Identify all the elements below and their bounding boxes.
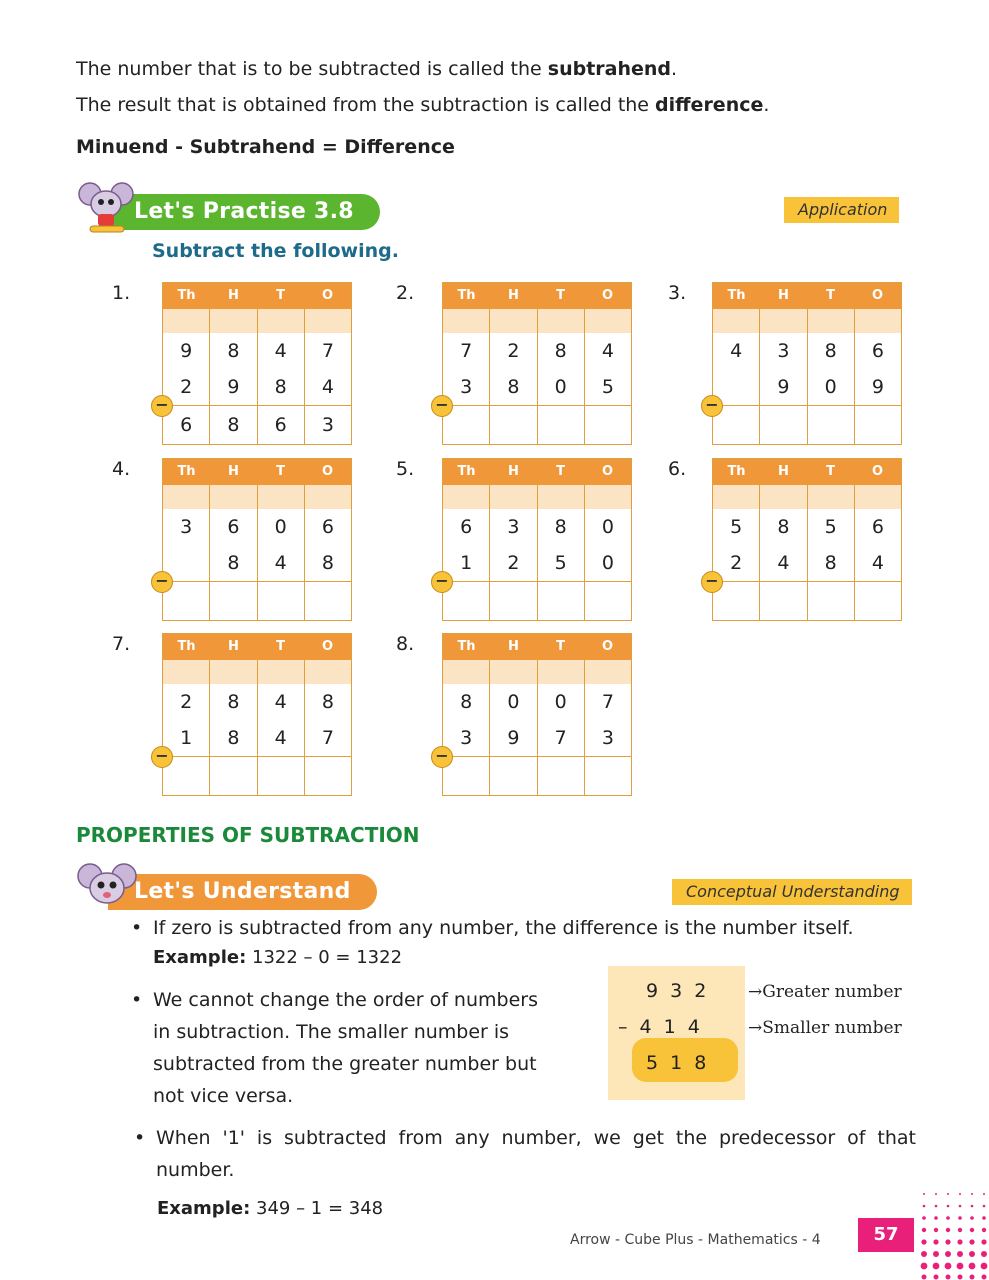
header-cell: Th bbox=[727, 464, 746, 479]
minuend-row bbox=[443, 684, 631, 720]
header-cell: O bbox=[321, 464, 334, 479]
carry-cell[interactable] bbox=[808, 309, 855, 333]
place-value-grid bbox=[155, 458, 352, 621]
carry-cell[interactable] bbox=[163, 309, 210, 333]
understand-banner: Let's Understand bbox=[108, 874, 377, 910]
grid-header bbox=[443, 459, 631, 485]
digit-cell: 0 bbox=[258, 509, 305, 545]
header-cell: T bbox=[826, 464, 835, 479]
practise-banner: Let's Practise 3.8 bbox=[108, 194, 380, 230]
header-cell: O bbox=[601, 288, 614, 303]
digit-cell: 0 bbox=[490, 684, 537, 720]
digit-cell: 0 bbox=[601, 516, 614, 538]
carry-cell[interactable] bbox=[538, 485, 585, 509]
header-cell: O bbox=[871, 464, 884, 479]
digit-cell: 0 bbox=[601, 552, 614, 574]
answer-row bbox=[163, 581, 351, 620]
digit-cell: 3 bbox=[163, 509, 210, 545]
digit-cell: 8 bbox=[210, 720, 257, 756]
carry-cell[interactable] bbox=[490, 309, 537, 333]
carry-band bbox=[163, 485, 351, 509]
digit-cell: 3 bbox=[443, 720, 490, 756]
answer-cell[interactable] bbox=[855, 406, 901, 444]
place-value-grid bbox=[705, 282, 902, 445]
digit-cell: 8 bbox=[321, 552, 334, 574]
smaller-label: →Smaller number bbox=[748, 1018, 902, 1038]
digit-cell: 0 bbox=[538, 684, 585, 720]
answer-cell[interactable] bbox=[808, 582, 855, 620]
digit-cell: 4 bbox=[258, 545, 305, 581]
minuend-row bbox=[713, 333, 901, 369]
carry-cell[interactable] bbox=[760, 309, 807, 333]
digit-cell: 3 bbox=[443, 369, 490, 405]
digit-cell: 4 bbox=[713, 333, 760, 369]
minus-sign-icon: − bbox=[431, 395, 453, 417]
minuend-row bbox=[713, 509, 901, 545]
digit-cell: 7 bbox=[321, 727, 334, 749]
carry-band bbox=[443, 485, 631, 509]
answer-cell[interactable] bbox=[585, 582, 631, 620]
minus-sign-icon: − bbox=[701, 571, 723, 593]
problem-number: 8. bbox=[396, 633, 415, 655]
carry-cell[interactable] bbox=[490, 660, 537, 684]
carry-cell[interactable] bbox=[443, 660, 490, 684]
bullet-order-line-4: not vice versa. bbox=[153, 1085, 294, 1107]
answer-row bbox=[443, 756, 631, 795]
digit-cell: 9 bbox=[163, 333, 210, 369]
carry-cell[interactable] bbox=[760, 485, 807, 509]
digit-cell: 4 bbox=[871, 552, 884, 574]
answer-cell[interactable] bbox=[855, 582, 901, 620]
answer-cell[interactable] bbox=[585, 757, 631, 795]
carry-cell[interactable] bbox=[855, 485, 901, 509]
minus-sign-icon: − bbox=[431, 571, 453, 593]
digit-cell: 8 bbox=[808, 333, 855, 369]
digit-cell: 4 bbox=[321, 376, 334, 398]
bullet-order: • We cannot change the order of numbers in subtraction. The smaller number is subtracted from the greater number but not vice versa. bbox=[153, 984, 593, 1112]
grid-header bbox=[713, 459, 901, 485]
digit-cell: 6 bbox=[321, 516, 334, 538]
digit-cell: 8 bbox=[490, 369, 537, 405]
answer-cell[interactable] bbox=[210, 582, 257, 620]
digit-cell: 8 bbox=[258, 369, 305, 405]
header-cell: Th bbox=[457, 464, 476, 479]
header-cell: O bbox=[321, 639, 334, 654]
header-cell: H bbox=[508, 288, 519, 303]
header-cell: Th bbox=[457, 288, 476, 303]
digit-cell: 3 bbox=[601, 727, 614, 749]
greater-label: →Greater number bbox=[748, 982, 902, 1002]
carry-cell[interactable] bbox=[210, 485, 257, 509]
answer-cell[interactable] bbox=[808, 406, 855, 444]
intro-line-1: The number that is to be subtracted is called the subtrahend. bbox=[76, 58, 678, 80]
answer-cell[interactable] bbox=[490, 582, 537, 620]
grid-header bbox=[443, 283, 631, 309]
digit-cell: 8 bbox=[538, 333, 585, 369]
subtrahend-row bbox=[163, 720, 351, 756]
digit-cell: 2 bbox=[163, 684, 210, 720]
digit-cell: 6 bbox=[871, 516, 884, 538]
subtrahend-row bbox=[713, 369, 901, 405]
answer-cell[interactable] bbox=[258, 757, 305, 795]
digit-cell: 4 bbox=[258, 720, 305, 756]
subtrahend-row bbox=[713, 545, 901, 581]
digit-cell: 8 bbox=[808, 545, 855, 581]
answer-cell[interactable] bbox=[538, 406, 585, 444]
header-cell: T bbox=[826, 288, 835, 303]
carry-band bbox=[443, 660, 631, 684]
answer-cell[interactable] bbox=[538, 582, 585, 620]
place-value-grid bbox=[705, 458, 902, 621]
digit-cell: 8 bbox=[538, 509, 585, 545]
answer-row bbox=[443, 581, 631, 620]
carry-cell[interactable] bbox=[258, 660, 305, 684]
digit-cell: 8 bbox=[760, 509, 807, 545]
place-value-grid bbox=[435, 633, 632, 796]
digit-cell: 7 bbox=[601, 691, 614, 713]
carry-cell[interactable] bbox=[855, 309, 901, 333]
subtrahend-row bbox=[163, 545, 351, 581]
digit-cell: 4 bbox=[258, 684, 305, 720]
header-cell: T bbox=[276, 639, 285, 654]
header-cell: Th bbox=[457, 639, 476, 654]
digit-cell: 3 bbox=[760, 333, 807, 369]
subtrahend-row bbox=[163, 369, 351, 405]
bullet-order-line-3: subtracted from the greater number but bbox=[153, 1053, 537, 1075]
mouse-face-icon bbox=[76, 858, 138, 914]
header-cell: O bbox=[871, 288, 884, 303]
minuend-row bbox=[163, 333, 351, 369]
answer-cell[interactable] bbox=[760, 582, 807, 620]
digit-cell: 6 bbox=[871, 340, 884, 362]
digit-cell: 6 bbox=[210, 509, 257, 545]
answer-row bbox=[163, 405, 351, 444]
grid-header bbox=[443, 634, 631, 660]
answer-row bbox=[713, 581, 901, 620]
answer-cell[interactable] bbox=[210, 757, 257, 795]
answer-cell[interactable]: 6 bbox=[258, 406, 305, 444]
problem-number: 2. bbox=[396, 282, 415, 304]
header-cell: O bbox=[601, 464, 614, 479]
answer-cell[interactable] bbox=[760, 406, 807, 444]
problem-number: 6. bbox=[668, 458, 687, 480]
carry-band bbox=[163, 309, 351, 333]
example-one: Example: 349 – 1 = 348 bbox=[157, 1198, 384, 1219]
carry-cell[interactable] bbox=[210, 660, 257, 684]
digit-cell: 4 bbox=[760, 545, 807, 581]
answer-cell[interactable] bbox=[305, 757, 351, 795]
problem-number: 1. bbox=[112, 282, 131, 304]
section-title: PROPERTIES OF SUBTRACTION bbox=[76, 823, 420, 847]
bullet-order-line-1: We cannot change the order of numbers bbox=[153, 989, 538, 1011]
problem-number: 3. bbox=[668, 282, 687, 304]
header-cell: H bbox=[778, 288, 789, 303]
carry-cell[interactable] bbox=[258, 309, 305, 333]
header-cell: O bbox=[601, 639, 614, 654]
minus-sign-icon: − bbox=[151, 746, 173, 768]
intro-line-2: The result that is obtained from the subtraction is called the difference. bbox=[76, 94, 770, 116]
carry-cell[interactable] bbox=[713, 309, 760, 333]
decorative-dots-icon bbox=[918, 1188, 989, 1280]
place-value-grid bbox=[435, 282, 632, 445]
problem-number: 5. bbox=[396, 458, 415, 480]
digit-cell: 4 bbox=[601, 340, 614, 362]
carry-cell[interactable] bbox=[490, 485, 537, 509]
carry-cell[interactable] bbox=[443, 309, 490, 333]
grid-header bbox=[163, 283, 351, 309]
digit-cell: 9 bbox=[210, 369, 257, 405]
digit-cell: 8 bbox=[210, 333, 257, 369]
formula: Minuend - Subtrahend = Difference bbox=[76, 136, 455, 158]
answer-cell[interactable] bbox=[258, 582, 305, 620]
digit-cell: 2 bbox=[490, 333, 537, 369]
digit-cell: 7 bbox=[321, 340, 334, 362]
header-cell: Th bbox=[727, 288, 746, 303]
bullet-one: • When '1' is subtracted from any number, we get the predecessor of that number. bbox=[156, 1122, 916, 1186]
subtraction-example-box bbox=[608, 966, 745, 1100]
header-cell: Th bbox=[177, 464, 196, 479]
answer-cell[interactable] bbox=[490, 757, 537, 795]
example-zero: Example: 1322 – 0 = 1322 bbox=[153, 947, 403, 968]
carry-cell[interactable] bbox=[443, 485, 490, 509]
carry-band bbox=[713, 485, 901, 509]
place-value-grid bbox=[155, 633, 352, 796]
answer-cell[interactable] bbox=[538, 757, 585, 795]
header-cell: H bbox=[228, 288, 239, 303]
digit-cell: 8 bbox=[321, 691, 334, 713]
greater-number: 9 3 2 bbox=[646, 980, 707, 1002]
header-cell: Th bbox=[177, 288, 196, 303]
carry-cell[interactable] bbox=[585, 309, 631, 333]
answer-cell[interactable] bbox=[305, 582, 351, 620]
carry-cell[interactable] bbox=[585, 485, 631, 509]
digit-cell: 0 bbox=[538, 369, 585, 405]
page-number: 57 bbox=[858, 1218, 914, 1252]
minuend-row bbox=[163, 509, 351, 545]
answer-cell[interactable] bbox=[490, 406, 537, 444]
minuend-row bbox=[443, 509, 631, 545]
digit-cell: 5 bbox=[601, 376, 614, 398]
place-value-grid bbox=[155, 282, 352, 445]
subtrahend-row bbox=[443, 720, 631, 756]
carry-cell[interactable] bbox=[713, 485, 760, 509]
answer-cell[interactable] bbox=[585, 406, 631, 444]
header-cell: H bbox=[508, 464, 519, 479]
problem-number: 4. bbox=[112, 458, 131, 480]
carry-cell[interactable] bbox=[305, 485, 351, 509]
digit-cell: 3 bbox=[490, 509, 537, 545]
footer-text: Arrow - Cube Plus - Mathematics - 4 bbox=[570, 1232, 821, 1248]
minus-sign-icon: − bbox=[431, 746, 453, 768]
header-cell: T bbox=[276, 288, 285, 303]
carry-cell[interactable] bbox=[305, 660, 351, 684]
digit-cell: 5 bbox=[808, 509, 855, 545]
minus-sign-icon: − bbox=[151, 395, 173, 417]
carry-cell[interactable] bbox=[163, 485, 210, 509]
digit-cell: 7 bbox=[538, 720, 585, 756]
digit-cell: 6 bbox=[443, 509, 490, 545]
problem-number: 7. bbox=[112, 633, 131, 655]
application-tag: Application bbox=[784, 197, 899, 223]
carry-cell[interactable] bbox=[585, 660, 631, 684]
answer-cell[interactable]: 3 bbox=[321, 414, 334, 436]
digit-cell: 1 bbox=[443, 545, 490, 581]
digit-cell: 9 bbox=[760, 369, 807, 405]
conceptual-tag: Conceptual Understanding bbox=[672, 879, 912, 905]
digit-cell: 7 bbox=[443, 333, 490, 369]
carry-cell[interactable] bbox=[258, 485, 305, 509]
carry-cell[interactable] bbox=[538, 660, 585, 684]
smaller-number: – 4 1 4 bbox=[618, 1016, 700, 1038]
minus-sign-icon: − bbox=[701, 395, 723, 417]
answer-row bbox=[443, 405, 631, 444]
answer-cell[interactable]: 8 bbox=[210, 406, 257, 444]
bullet-order-line-2: in subtraction. The smaller number is bbox=[153, 1021, 510, 1043]
digit-cell: 8 bbox=[210, 684, 257, 720]
minuend-row bbox=[443, 333, 631, 369]
digit-cell: 0 bbox=[808, 369, 855, 405]
grid-header bbox=[713, 283, 901, 309]
header-cell: T bbox=[556, 464, 565, 479]
digit-cell: 9 bbox=[871, 376, 884, 398]
header-cell: T bbox=[556, 288, 565, 303]
subtrahend-row bbox=[443, 545, 631, 581]
digit-cell: 2 bbox=[163, 369, 210, 405]
header-cell: H bbox=[228, 464, 239, 479]
carry-cell[interactable] bbox=[538, 309, 585, 333]
digit-cell: 8 bbox=[210, 545, 257, 581]
header-cell: T bbox=[276, 464, 285, 479]
digit-cell: 2 bbox=[713, 545, 760, 581]
header-cell: H bbox=[778, 464, 789, 479]
header-cell: H bbox=[228, 639, 239, 654]
digit-cell: 8 bbox=[443, 684, 490, 720]
bullet-zero: • If zero is subtracted from any number, the difference is the number itself. bbox=[131, 917, 854, 939]
difference-number: 5 1 8 bbox=[646, 1052, 707, 1074]
instruction: Subtract the following. bbox=[152, 240, 399, 262]
minus-sign-icon: − bbox=[151, 571, 173, 593]
header-cell: T bbox=[556, 639, 565, 654]
carry-band bbox=[443, 309, 631, 333]
carry-band bbox=[713, 309, 901, 333]
bullet-one-line-1: When '1' is subtracted from any number, we get the predecessor of that bbox=[156, 1127, 916, 1149]
minuend-row bbox=[163, 684, 351, 720]
digit-cell: 1 bbox=[163, 720, 210, 756]
digit-cell: 5 bbox=[713, 509, 760, 545]
carry-cell[interactable] bbox=[210, 309, 257, 333]
answer-row bbox=[163, 756, 351, 795]
digit-cell: 9 bbox=[490, 720, 537, 756]
digit-cell: 4 bbox=[258, 333, 305, 369]
header-cell: Th bbox=[177, 639, 196, 654]
grid-header bbox=[163, 459, 351, 485]
header-cell: H bbox=[508, 639, 519, 654]
answer-row bbox=[713, 405, 901, 444]
carry-band bbox=[163, 660, 351, 684]
carry-cell[interactable] bbox=[163, 660, 210, 684]
subtrahend-row bbox=[443, 369, 631, 405]
mouse-mascot-icon bbox=[76, 180, 138, 236]
digit-cell: 5 bbox=[538, 545, 585, 581]
carry-cell[interactable] bbox=[305, 309, 351, 333]
digit-cell: 2 bbox=[490, 545, 537, 581]
answer-cell[interactable]: 6 bbox=[163, 406, 210, 444]
grid-header bbox=[163, 634, 351, 660]
bullet-one-line-2: number. bbox=[156, 1159, 235, 1181]
place-value-grid bbox=[435, 458, 632, 621]
carry-cell[interactable] bbox=[808, 485, 855, 509]
header-cell: O bbox=[321, 288, 334, 303]
